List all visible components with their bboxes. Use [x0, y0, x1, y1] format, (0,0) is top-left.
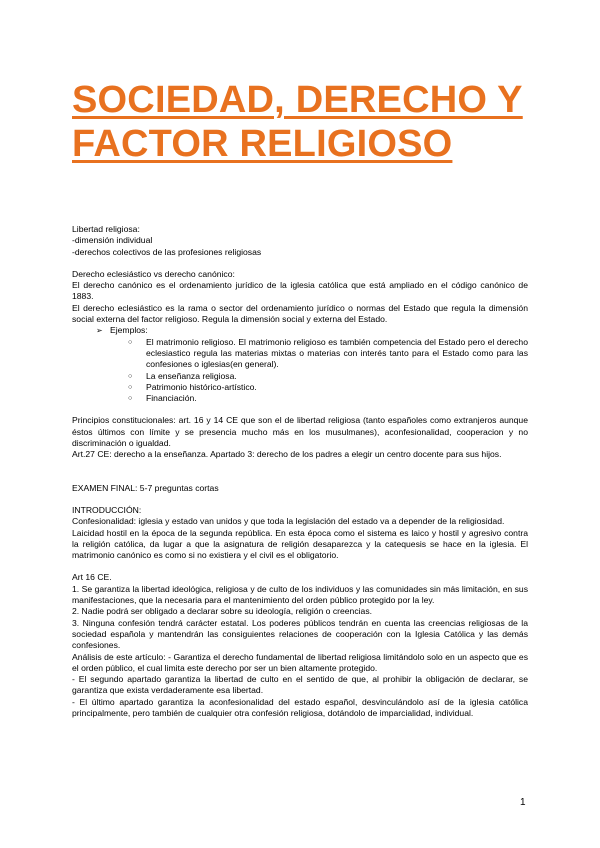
- intro-heading: INTRODUCCIÓN:: [72, 504, 142, 515]
- derecho-heading: Derecho eclesiástico vs derecho canónico:: [72, 268, 235, 279]
- art27-paragraph: Art.27 CE: derecho a la enseñanza. Apartado 3: derecho de los padres a elegir un centro docente para sus hijos.: [72, 449, 502, 460]
- art16-heading: Art 16 CE.: [72, 572, 112, 583]
- laicidad-paragraph: Laicidad hostil en la época de la segunda república. En esta época como el sistema es laico y hostil y agresivo contra la religión católica, da lugar a que la asignatura de religión desaparezca y la catequesis se hace en la iglesia. El matrimonio canónico es como si no existiera y el civil es el obligatorio.: [72, 527, 528, 561]
- example-item: ○ La enseñanza religiosa.: [72, 371, 528, 382]
- art16-item: 3. Ninguna confesión tendrá carácter estatal. Los poderes públicos tendrán en cuenta las creencias religiosas de la sociedad española y mantendrán las consiguientes relaciones de cooperación con la Iglesia Católica y las demás confesiones.: [72, 617, 528, 651]
- derecho-eclesiastico-paragraph: El derecho eclesiástico es la rama o sector del ordenamiento jurídico o normas del Estado que regula la dimensión social externa del factor religioso. Regula la dimensión social y externa del Estado.: [72, 302, 528, 325]
- examples-list: [72, 325, 528, 404]
- principios-paragraph: Principios constitucionales: art. 16 y 14 CE que son el de libertad religiosa (tanto españoles como extranjeros aunque éstos últimos con límite y se presencia mucho más en los musulmanes), aconfesionalidad, cooperacion y no discriminación o igualdad.: [72, 415, 528, 449]
- example-item: ○ Patrimonio histórico-artístico.: [72, 382, 528, 393]
- examples-label: ➢ Ejemplos:: [86, 325, 528, 336]
- example-item: ○ Financiación.: [72, 393, 528, 404]
- art16-item: 1. Se garantiza la libertad ideológica, religiosa y de culto de los individuos y las comunidades sin más limitación, en sus manifestaciones, que la necesaria para el mantenimiento del orden público protegido por la ley.: [72, 583, 528, 606]
- analysis-paragraph: - El segundo apartado garantiza la libertad de culto en el sentido de que, al prohibir la obligación de declarar, se garantiza que exista verdaderamente esa libertad.: [72, 674, 528, 696]
- libertad-line: -dimensión individual: [72, 235, 153, 246]
- analysis-paragraph: - El último apartado garantiza la aconfesionalidad del estado español, desvinculándolo así de la iglesia católica principalmente, pero también de cualquier otra confesión religiosa, dotándolo de imparcialidad, individual.: [72, 696, 528, 718]
- confesionalidad-paragraph: Confesionalidad: iglesia y estado van unidos y que toda la legislación del estado va a depender de la religiosidad.: [72, 516, 505, 527]
- art16-item: 2. Nadie podrá ser obligado a declarar sobre su ideología, religión o creencias.: [72, 606, 373, 617]
- document-title: SOCIEDAD, DERECHO Y FACTOR RELIGIOSO: [72, 79, 523, 165]
- derecho-canonico-paragraph: El derecho canónico es el ordenamiento jurídico de la iglesia católica que está ampliado en el código canónico de 1883.: [72, 280, 528, 302]
- examen-note: EXAMEN FINAL: 5-7 preguntas cortas: [72, 482, 219, 493]
- document-body: [72, 224, 528, 719]
- analysis-paragraph: Análisis de este artículo: - Garantiza el derecho fundamental de libertad religiosa limitándolo solo en un aspecto que es el orden público, el cual limita este derecho por ser un bien altamente protegido.: [72, 651, 528, 673]
- libertad-line: -derechos colectivos de las profesiones religiosas: [72, 246, 262, 257]
- page-number: 1: [520, 797, 526, 808]
- libertad-heading: Libertad religiosa:: [72, 224, 140, 234]
- example-item: ○ El matrimonio religioso. El matrimonio religioso es también competencia del Estado pero el derecho eclesiastico regula las materias mixtas o materias con interés tanto para el Estado como para las confesiones o iglesias(en general).: [72, 337, 528, 371]
